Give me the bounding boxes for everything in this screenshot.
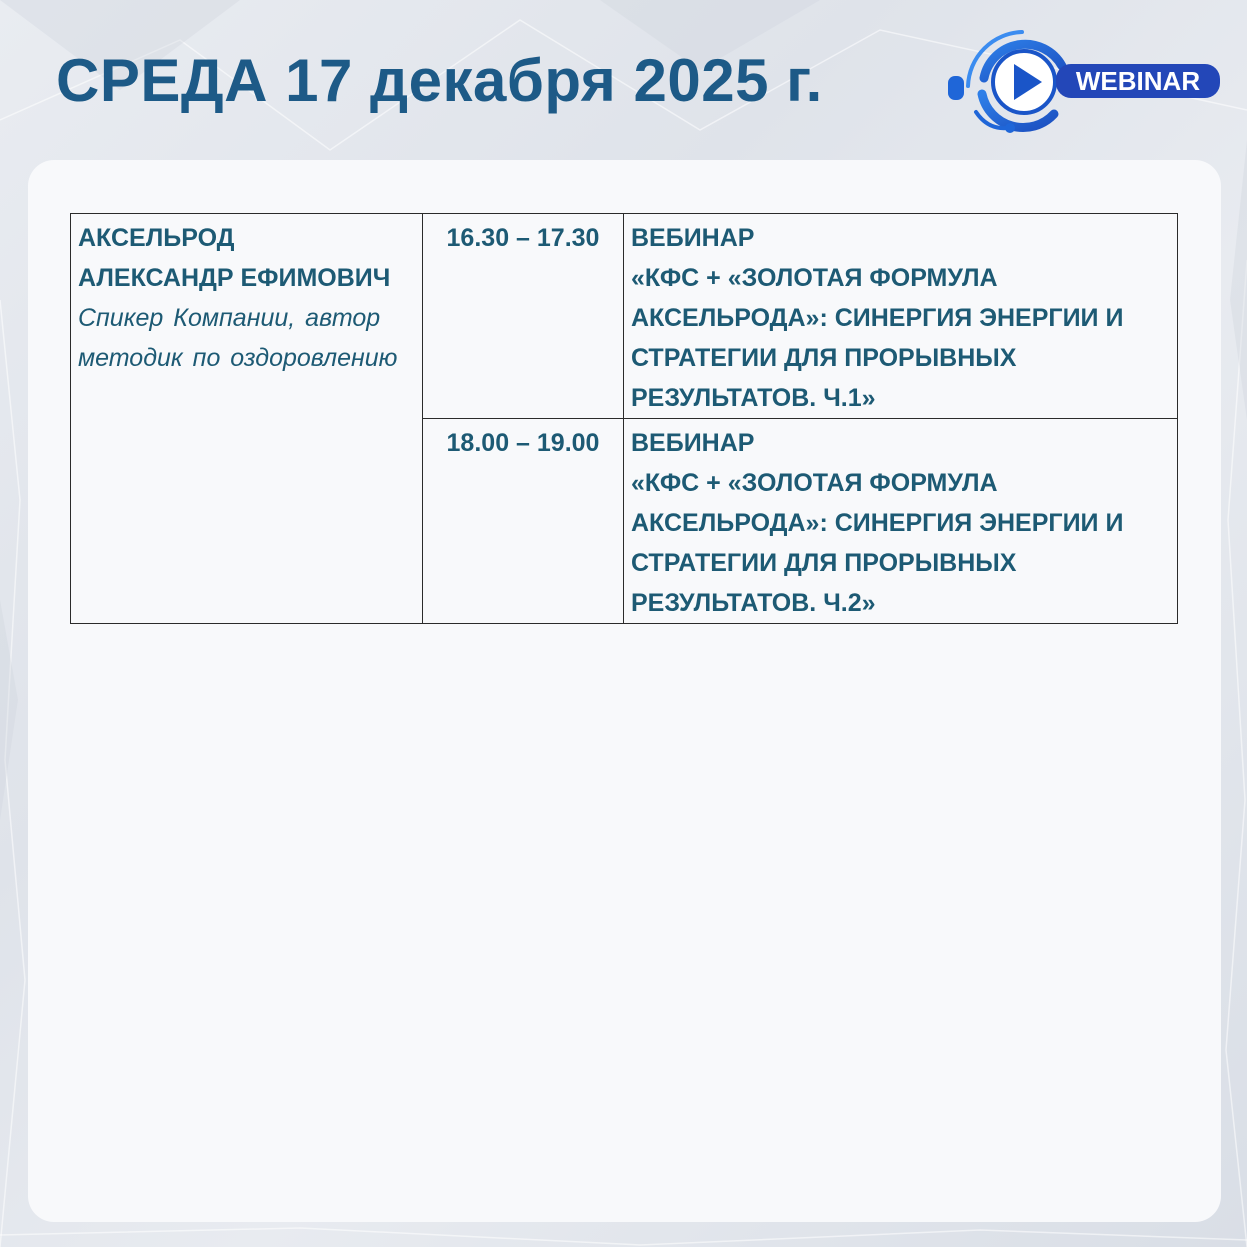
session-time: 18.00 – 19.00 bbox=[423, 419, 624, 624]
session-type: ВЕБИНАР bbox=[631, 429, 755, 457]
session-details bbox=[624, 419, 1178, 624]
speaker-role: Спикер Компании, автор методик по оздоровлению bbox=[78, 304, 398, 372]
session-details bbox=[624, 214, 1178, 419]
page-title: СРЕДА 17 декабря 2025 г. bbox=[56, 47, 823, 114]
schedule-table bbox=[70, 213, 1178, 624]
speaker-cell bbox=[71, 214, 423, 624]
session-title: «КФС + «ЗОЛОТАЯ ФОРМУЛА АКСЕЛЬРОДА»: СИНЕРГИЯ ЭНЕРГИИ И СТРАТЕГИИ ДЛЯ ПРОРЫВНЫХ РЕЗУЛЬТАТОВ. Ч.2» bbox=[631, 469, 1124, 617]
session-type: ВЕБИНАР bbox=[631, 224, 755, 252]
session-title: «КФС + «ЗОЛОТАЯ ФОРМУЛА АКСЕЛЬРОДА»: СИНЕРГИЯ ЭНЕРГИИ И СТРАТЕГИИ ДЛЯ ПРОРЫВНЫХ РЕЗУЛЬТАТОВ. Ч.1» bbox=[631, 264, 1124, 412]
speaker-name: АКСЕЛЬРОД АЛЕКСАНДР ЕФИМОВИЧ bbox=[78, 224, 391, 292]
session-time: 16.30 – 17.30 bbox=[423, 214, 624, 419]
webinar-logo bbox=[944, 26, 1224, 138]
logo-text: WEBINAR bbox=[1075, 66, 1201, 96]
table-row bbox=[71, 214, 1178, 419]
webinar-play-headset-icon bbox=[948, 32, 1062, 133]
